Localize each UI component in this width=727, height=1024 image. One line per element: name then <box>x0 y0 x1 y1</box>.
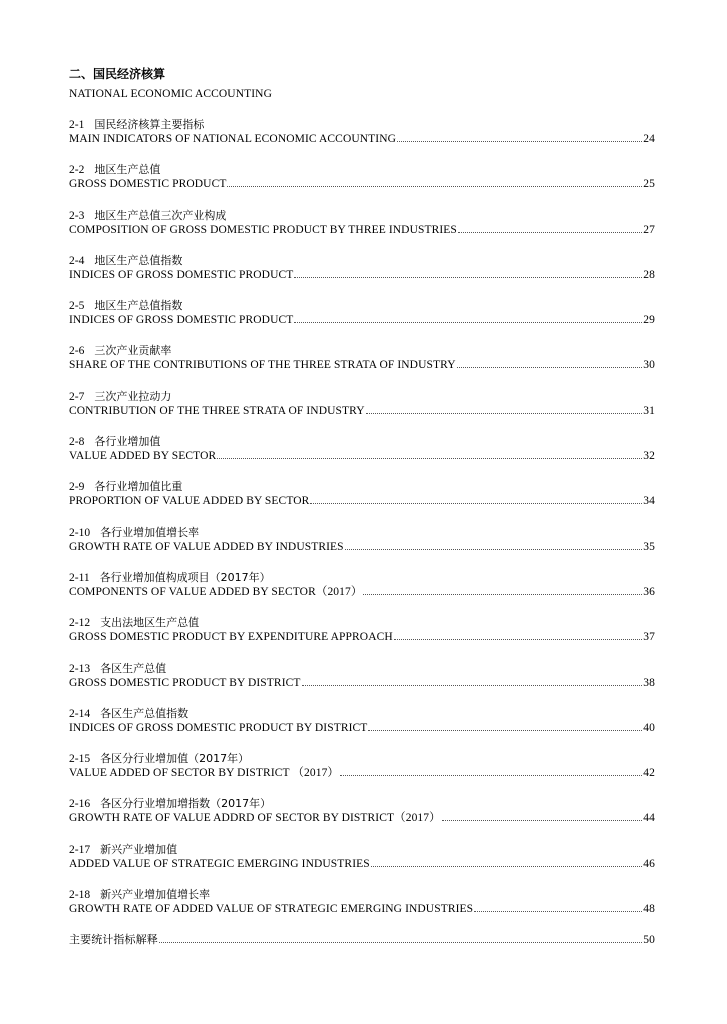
toc-entry-zh <box>69 434 655 449</box>
toc-entry-en <box>69 404 655 419</box>
toc-list <box>69 117 655 917</box>
toc-entry-en <box>69 268 655 283</box>
dot-leader <box>302 684 643 686</box>
toc-entry-zh <box>69 389 655 404</box>
toc-entry-en <box>69 223 655 238</box>
dot-leader <box>159 941 642 943</box>
dot-leader <box>227 185 642 187</box>
toc-entry-title-zh: 各行业增加值增长率 <box>100 525 200 539</box>
toc-entry-page: 37 <box>643 631 655 644</box>
toc-entry-number: 2-17 <box>69 843 91 856</box>
toc-entry-title-en: GROSS DOMESTIC PRODUCT BY EXPENDITURE APPROACH <box>69 631 393 644</box>
toc-entry[interactable] <box>69 343 655 373</box>
toc-entry-number: 2-1 <box>69 119 85 131</box>
toc-entry-en <box>69 857 655 872</box>
toc-entry-title-zh: 各区分行业增加值（2017年） <box>100 752 250 766</box>
toc-entry-number: 2-9 <box>69 481 85 494</box>
toc-entry[interactable] <box>69 525 655 555</box>
toc-entry-page: 24 <box>643 133 655 145</box>
toc-entry-title-en: COMPONENTS OF VALUE ADDED BY SECTOR（2017） <box>69 585 363 598</box>
dot-leader <box>340 774 642 776</box>
toc-entry-title-zh: 各区生产总值指数 <box>100 706 189 720</box>
toc-entry-page: 44 <box>643 812 655 825</box>
dot-leader <box>217 457 642 459</box>
toc-entry[interactable] <box>69 796 655 826</box>
toc-entry-title-en: CONTRIBUTION OF THE THREE STRATA OF INDUSTRY <box>69 404 365 417</box>
toc-entry-zh <box>69 298 655 313</box>
toc-entry-title-en: INDICES OF GROSS DOMESTIC PRODUCT <box>69 314 294 327</box>
toc-entry-page: 35 <box>643 540 655 553</box>
toc-entry-title-en: INDICES OF GROSS DOMESTIC PRODUCT <box>69 268 294 281</box>
toc-final-entry[interactable] <box>69 932 655 947</box>
toc-entry-number: 2-8 <box>69 436 85 449</box>
toc-entry-en <box>69 540 655 555</box>
toc-entry-zh <box>69 796 655 811</box>
toc-entry-title-en: ADDED VALUE OF STRATEGIC EMERGING INDUSTRIES <box>69 857 370 870</box>
toc-entry[interactable] <box>69 887 655 917</box>
toc-entry[interactable] <box>69 570 655 600</box>
toc-entry-page: 46 <box>643 857 655 870</box>
toc-entry-number: 2-14 <box>69 707 91 720</box>
toc-entry-number: 2-12 <box>69 617 91 630</box>
toc-entry-en <box>69 766 655 781</box>
toc-entry-page: 29 <box>643 314 655 327</box>
toc-entry-title-en: GROWTH RATE OF VALUE ADDRD OF SECTOR BY DISTRICT（2017） <box>69 812 441 825</box>
toc-entry-page: 32 <box>643 450 655 463</box>
dot-leader <box>294 276 642 278</box>
toc-entry-en <box>69 902 655 917</box>
toc-entry-title-en: SHARE OF THE CONTRIBUTIONS OF THE THREE STRATA OF INDUSTRY <box>69 359 456 372</box>
toc-entry-zh <box>69 706 655 721</box>
toc-entry-title-zh: 各行业增加值构成项目（2017年） <box>99 570 271 584</box>
toc-entry-page: 27 <box>643 223 655 236</box>
toc-entry[interactable] <box>69 615 655 645</box>
toc-entry-number: 2-4 <box>69 254 85 267</box>
dot-leader <box>458 231 642 233</box>
toc-entry-page: 28 <box>643 268 655 281</box>
toc-entry-title-zh: 各行业增加值比重 <box>94 480 183 494</box>
toc-entry-zh <box>69 253 655 268</box>
toc-entry-number: 2-16 <box>69 798 91 811</box>
dot-leader <box>457 366 643 368</box>
toc-entry-zh <box>69 661 655 676</box>
toc-entry-number: 2-2 <box>69 164 85 177</box>
toc-entry-en <box>69 132 655 147</box>
toc-entry-number: 2-10 <box>69 526 91 539</box>
toc-entry-page: 48 <box>643 903 655 916</box>
toc-entry-number: 2-13 <box>69 662 91 675</box>
toc-entry-zh <box>69 479 655 494</box>
dot-leader <box>371 865 643 867</box>
toc-entry-zh <box>69 208 655 223</box>
toc-entry-en <box>69 585 655 600</box>
toc-entry-title-zh: 新兴产业增加值增长率 <box>100 888 211 902</box>
toc-entry-zh <box>69 343 655 358</box>
toc-entry-title-zh: 地区生产总值指数 <box>94 253 183 267</box>
toc-entry-en <box>69 721 655 736</box>
toc-entry-title-zh: 地区生产总值三次产业构成 <box>94 208 227 222</box>
toc-entry-zh <box>69 842 655 857</box>
toc-entry-title-en: GROWTH RATE OF ADDED VALUE OF STRATEGIC EMERGING INDUSTRIES <box>69 903 474 916</box>
toc-entry-title-en: PROPORTION OF VALUE ADDED BY SECTOR <box>69 495 310 508</box>
toc-entry-en <box>69 811 655 826</box>
toc-entry[interactable] <box>69 208 655 238</box>
toc-entry-zh <box>69 570 655 585</box>
toc-entry[interactable] <box>69 661 655 691</box>
toc-entry-title-zh: 新兴产业增加值 <box>100 842 178 856</box>
toc-entry[interactable] <box>69 842 655 872</box>
toc-entry-page: 31 <box>643 404 655 417</box>
toc-entry-en <box>69 313 655 328</box>
toc-entry[interactable] <box>69 162 655 192</box>
dot-leader <box>345 548 643 550</box>
toc-entry[interactable] <box>69 434 655 464</box>
toc-entry-en <box>69 449 655 464</box>
toc-entry-zh <box>69 751 655 766</box>
toc-entry[interactable] <box>69 479 655 509</box>
toc-entry-number: 2-5 <box>69 300 85 313</box>
toc-entry-title-zh: 地区生产总值指数 <box>94 299 183 313</box>
toc-entry-zh <box>69 162 655 177</box>
toc-entry-zh <box>69 615 655 630</box>
toc-entry-title-en: GROSS DOMESTIC PRODUCT <box>69 178 227 191</box>
toc-entry-title-en: GROSS DOMESTIC PRODUCT BY DISTRICT <box>69 676 301 689</box>
toc-entry-page: 36 <box>643 585 655 598</box>
toc-entry-title-en: MAIN INDICATORS OF NATIONAL ECONOMIC ACCOUNTING <box>69 133 397 145</box>
toc-entry-title-zh: 支出法地区生产总值 <box>100 616 200 630</box>
toc-entry-title-zh: 三次产业贡献率 <box>94 344 172 358</box>
toc-entry[interactable] <box>69 751 655 781</box>
toc-final-entry-page: 50 <box>643 934 655 947</box>
dot-leader <box>310 502 642 504</box>
toc-entry-number: 2-18 <box>69 889 91 902</box>
toc-entry-zh <box>69 887 655 902</box>
toc-final-entry-label: 主要统计指标解释 <box>69 933 158 947</box>
toc-entry-page: 25 <box>643 178 655 191</box>
toc-entry-number: 2-15 <box>69 753 91 766</box>
dot-leader <box>366 412 643 414</box>
toc-entry-title-zh: 各区生产总值 <box>100 661 167 675</box>
toc-entry-en <box>69 630 655 645</box>
dot-leader <box>442 819 643 821</box>
toc-entry-title-zh: 各区分行业增加增指数（2017年） <box>100 797 272 811</box>
section-title-en: NATIONAL ECONOMIC ACCOUNTING <box>69 88 272 100</box>
dot-leader <box>368 729 642 731</box>
toc-entry-page: 34 <box>643 495 655 508</box>
toc-entry-en <box>69 494 655 509</box>
toc-entry-page: 30 <box>643 359 655 372</box>
toc-entry-title-zh: 地区生产总值 <box>94 163 161 177</box>
dot-leader <box>397 140 642 142</box>
section-title-zh: 二、国民经济核算 <box>69 67 166 81</box>
toc-entry-zh <box>69 525 655 540</box>
toc-entry-page: 42 <box>643 767 655 780</box>
toc-entry-title-zh: 各行业增加值 <box>94 435 161 449</box>
dot-leader <box>474 910 642 912</box>
toc-entry-title-en: VALUE ADDED OF SECTOR BY DISTRICT （2017） <box>69 767 340 780</box>
toc-entry-number: 2-11 <box>69 571 90 584</box>
toc-entry-title-en: COMPOSITION OF GROSS DOMESTIC PRODUCT BY THREE INDUSTRIES <box>69 223 457 236</box>
toc-entry-number: 2-6 <box>69 345 85 358</box>
toc-entry-zh <box>69 117 655 132</box>
toc-entry[interactable] <box>69 706 655 736</box>
dot-leader <box>294 321 642 323</box>
toc-entry-page: 38 <box>643 676 655 689</box>
toc-entry-page: 40 <box>643 721 655 734</box>
toc-entry-title-en: INDICES OF GROSS DOMESTIC PRODUCT BY DISTRICT <box>69 721 368 734</box>
toc-entry[interactable] <box>69 389 655 419</box>
toc-entry[interactable] <box>69 117 655 147</box>
dot-leader <box>363 593 642 595</box>
toc-entry-title-en: GROWTH RATE OF VALUE ADDED BY INDUSTRIES <box>69 540 344 553</box>
dot-leader <box>394 638 643 640</box>
toc-entry-number: 2-7 <box>69 390 85 403</box>
toc-entry-title-zh: 国民经济核算主要指标 <box>94 118 205 131</box>
toc-entry-title-en: VALUE ADDED BY SECTOR <box>69 450 217 463</box>
toc-entry[interactable] <box>69 253 655 283</box>
toc-entry-en <box>69 676 655 691</box>
toc-entry-en <box>69 177 655 192</box>
toc-entry-title-zh: 三次产业拉动力 <box>94 389 172 403</box>
toc-entry[interactable] <box>69 298 655 328</box>
toc-entry-number: 2-3 <box>69 209 85 222</box>
toc-entry-en <box>69 358 655 373</box>
